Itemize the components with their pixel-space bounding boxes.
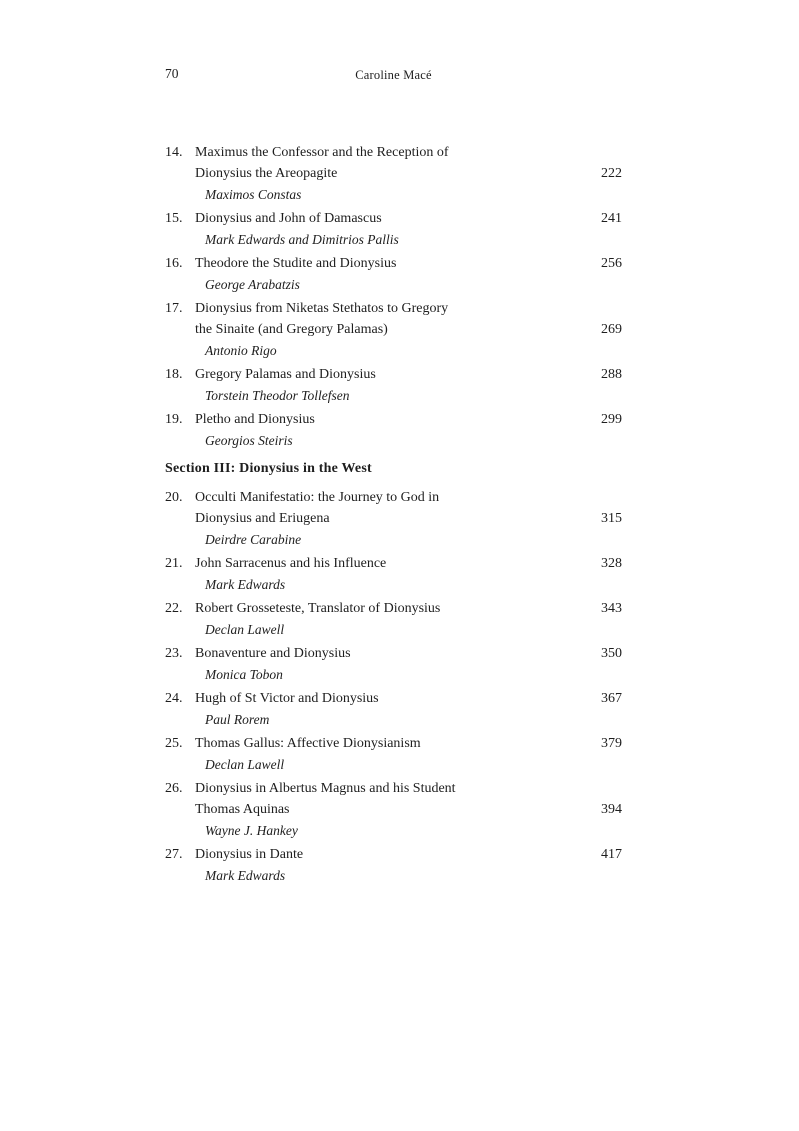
running-head [165,66,622,84]
toc-entry [165,598,622,640]
entry-title-line: Hugh of St Victor and Dionysius [195,691,379,706]
toc-entry [165,643,622,685]
page-content [165,66,622,889]
entry-author: Paul Rorem [205,712,270,727]
entry-title [195,298,448,340]
entry-author: Mark Edwards [205,868,286,883]
toc-entry [165,298,622,361]
entry-number: 21. [165,556,183,571]
entry-page-ref: 343 [601,601,622,616]
entry-number: 23. [165,646,183,661]
entry-page-ref: 222 [601,166,622,181]
entry-author: Mark Edwards [205,577,286,592]
toc-entry [165,733,622,775]
entry-author: Declan Lawell [205,622,285,637]
entry-number: 25. [165,736,183,751]
entry-author: Deirdre Carabine [205,532,302,547]
entry-number: 17. [165,301,183,316]
folio-page-number: 70 [165,66,179,81]
entry-author: Antonio Rigo [205,343,277,358]
entry-title [195,778,456,820]
entry-title [195,409,315,430]
entry-page-ref: 328 [601,556,622,571]
entry-page-ref: 299 [601,412,622,427]
toc-entry [165,253,622,295]
entry-title [195,253,396,274]
entry-title [195,487,439,529]
entry-title-line: Dionysius in Dante [195,847,304,862]
entry-title [195,688,379,709]
entry-title-line: Robert Grosseteste, Translator of Dionysius [195,601,441,616]
entry-page-ref: 256 [601,256,622,271]
entry-page-ref: 394 [601,802,622,817]
toc-entry [165,364,622,406]
entry-author: Maximos Constas [205,187,302,202]
section-heading: Section III: Dionysius in the West [165,461,372,476]
entry-title [195,553,386,574]
entry-number: 26. [165,781,183,796]
entry-title [195,208,382,229]
entry-page-ref: 367 [601,691,622,706]
entry-title [195,733,421,754]
entry-author: Georgios Steiris [205,433,293,448]
entry-author: Declan Lawell [205,757,285,772]
entry-title-line: Thomas Aquinas [195,802,290,817]
entry-title-line: Pletho and Dionysius [195,412,315,427]
entry-title-line: Dionysius the Areopagite [195,166,338,181]
entry-number: 19. [165,412,183,427]
toc-entry [165,778,622,841]
entry-title-line: Dionysius and Eriugena [195,511,330,526]
entry-number: 18. [165,367,183,382]
entry-title [195,844,303,865]
entry-author: Torstein Theodor Tollefsen [205,388,350,403]
entry-page-ref: 269 [601,322,622,337]
entry-title [195,142,449,184]
entry-title-line: Bonaventure and Dionysius [195,646,351,661]
entry-title-line: Thomas Gallus: Affective Dionysianism [195,736,421,751]
entry-title-line: Theodore the Studite and Dionysius [195,256,397,271]
entry-number: 14. [165,145,183,160]
entry-author: George Arabatzis [205,277,300,292]
entry-page-ref: 379 [601,736,622,751]
entry-title [195,364,376,385]
entry-number: 27. [165,847,183,862]
entry-number: 22. [165,601,183,616]
entry-title [195,598,440,619]
entry-page-ref: 241 [601,211,622,226]
entry-author: Mark Edwards and Dimitrios Pallis [205,232,399,247]
entry-number: 16. [165,256,183,271]
entry-title-line: Dionysius in Albertus Magnus and his Student [195,781,456,796]
entry-title-line: the Sinaite (and Gregory Palamas) [195,322,388,337]
entry-title-line: John Sarracenus and his Influence [195,556,387,571]
entry-title-line: Maximus the Confessor and the Reception of [195,145,449,160]
toc-entry [165,409,622,451]
entry-page-ref: 350 [601,646,622,661]
toc-entry [165,844,622,886]
entry-author: Monica Tobon [205,667,283,682]
running-title: Caroline Macé [355,68,432,82]
entry-title [195,643,351,664]
entry-number: 15. [165,211,183,226]
entry-page-ref: 315 [601,511,622,526]
toc-entry [165,553,622,595]
entry-number: 24. [165,691,183,706]
entry-author: Wayne J. Hankey [205,823,298,838]
entry-title-line: Gregory Palamas and Dionysius [195,367,376,382]
entry-page-ref: 288 [601,367,622,382]
toc-entry [165,142,622,205]
toc-entry [165,688,622,730]
entry-title-line: Dionysius from Niketas Stethatos to Gregory [195,301,449,316]
entry-title-line: Dionysius and John of Damascus [195,211,382,226]
toc-entry [165,208,622,250]
toc-entry [165,487,622,550]
entry-title-line: Occulti Manifestatio: the Journey to God in [195,490,440,505]
entry-page-ref: 417 [601,847,622,862]
entry-number: 20. [165,490,183,505]
